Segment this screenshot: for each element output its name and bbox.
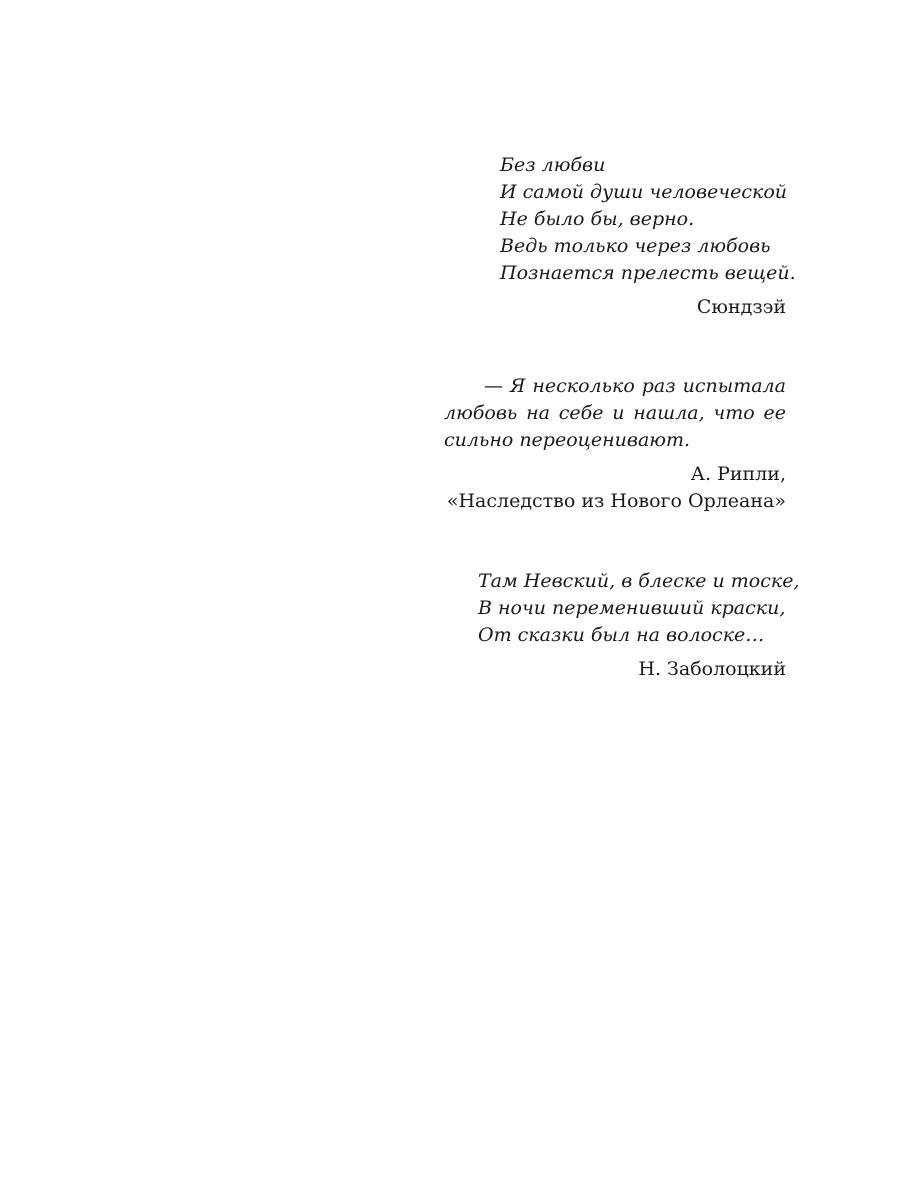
verse-line: Ведь только через любовь xyxy=(500,235,771,257)
epigraph-zabolotsky xyxy=(478,568,800,683)
verse-line: Там Невский, в блеске и тоске, xyxy=(478,570,800,592)
epigraph-author: Сюндзэй xyxy=(696,296,786,318)
verse-line: В ночи переменивший краски, xyxy=(478,597,786,619)
epigraph-author: Н. Заболоцкий xyxy=(638,658,786,680)
verse-line: Не было бы, верно. xyxy=(500,208,695,230)
epigraph-quote: — Я несколько раз испытала любовь на себе и нашла, что ее сильно переоценивают. xyxy=(444,375,786,451)
verse-line: От сказки был на волоске… xyxy=(478,624,765,646)
epigraph-ripley xyxy=(444,373,786,515)
epigraph-source: «Наследство из Нового Орлеана» xyxy=(446,490,786,512)
verse-line: И самой души человеческой xyxy=(500,181,788,203)
verse-line: Без любви xyxy=(500,154,606,176)
epigraph-author: А. Рипли, xyxy=(690,463,786,485)
epigraph-shunzei xyxy=(500,152,796,321)
verse-line: Познается прелесть вещей. xyxy=(500,262,796,284)
